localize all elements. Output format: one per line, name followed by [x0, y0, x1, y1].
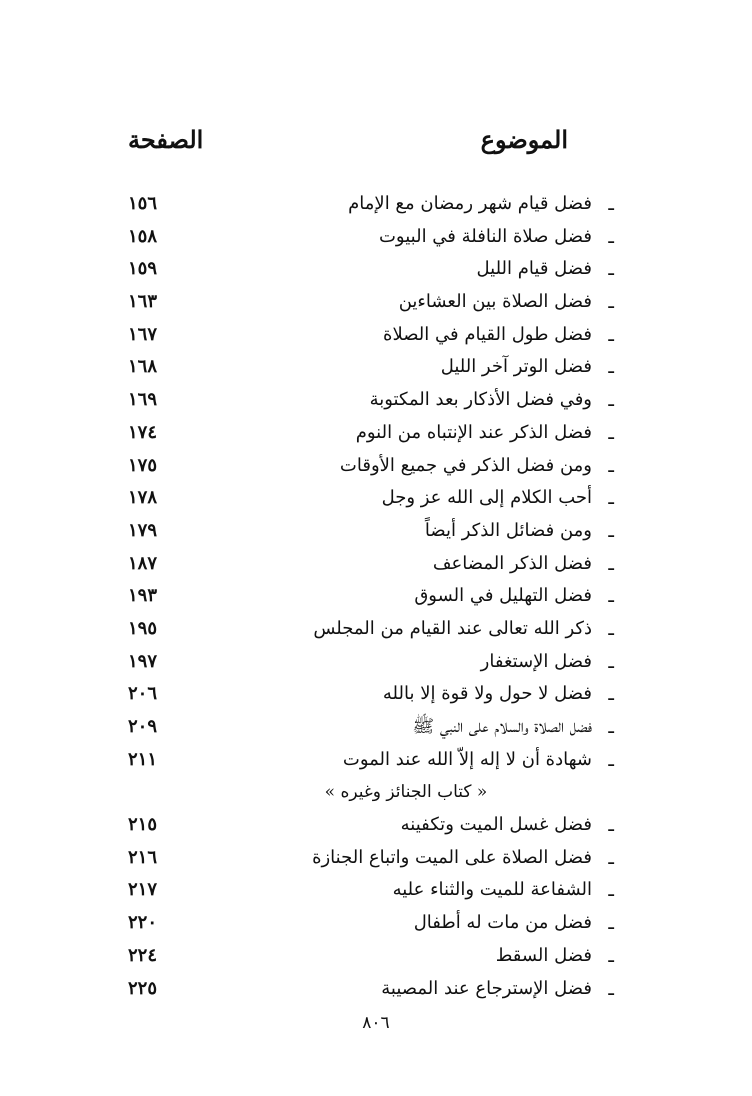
entry-topic: فضل غسل الميت وتكفينه — [400, 814, 592, 836]
entry-dash: ـ — [608, 323, 614, 346]
entry-dash: ـ — [608, 258, 614, 281]
entry-topic: فضل قيام الليل — [476, 258, 592, 280]
entry-page-number: ٢٠٩ — [128, 716, 158, 737]
entry-dash: ـ — [608, 846, 614, 869]
entry-page-number: ١٦٧ — [128, 323, 158, 345]
entry-page-number: ٢١٦ — [128, 846, 158, 868]
entry-page-number: ٢٢٠ — [128, 912, 158, 934]
page-number: ٨٠٦ — [362, 1013, 390, 1033]
index-entry — [0, 188, 752, 221]
entry-page-number: ٢٢٥ — [128, 977, 158, 999]
entry-page-number: ٢٠٦ — [128, 683, 158, 705]
entry-topic: فضل الوتر آخر الليل — [440, 356, 592, 378]
entry-topic: فضل طول القيام في الصلاة — [383, 323, 592, 345]
entry-page-number: ١٧٤ — [128, 421, 158, 443]
entry-dash: ـ — [608, 356, 614, 379]
entry-dash: ـ — [608, 291, 614, 314]
entry-dash: ـ — [608, 748, 614, 771]
entry-topic: وفي فضل الأذكار بعد المكتوبة — [369, 389, 592, 411]
index-entry — [0, 907, 752, 940]
index-entry — [0, 940, 752, 973]
entry-topic: فضل قيام شهر رمضان مع الإمام — [348, 193, 592, 214]
index-entry — [0, 319, 752, 352]
entry-page-number: ١٩٥ — [128, 617, 158, 639]
entry-dash: ـ — [608, 617, 614, 640]
index-list — [0, 188, 752, 1005]
index-entry — [0, 286, 752, 319]
index-entry — [0, 482, 752, 515]
entry-topic: فضل صلاة النافلة في البيوت — [378, 225, 592, 247]
entry-page-number: ١٥٦ — [128, 193, 158, 214]
entry-page-number: ١٩٧ — [128, 650, 158, 672]
entry-topic: فضل من مات له أطفال — [413, 912, 592, 934]
section-heading: « كتاب الجنائز وغيره » — [324, 782, 488, 803]
entry-dash: ـ — [608, 944, 614, 967]
entry-page-number: ٢١٥ — [128, 814, 158, 836]
entry-dash: ـ — [608, 650, 614, 673]
entry-dash: ـ — [608, 389, 614, 412]
entry-topic: فضل التهليل في السوق — [414, 585, 592, 607]
entry-topic: ومن فضائل الذكر أيضاً — [424, 519, 592, 541]
index-entry — [0, 973, 752, 1006]
entry-topic: فضل السقط — [495, 944, 592, 966]
index-entry — [0, 678, 752, 711]
section-heading-row — [0, 776, 752, 809]
entry-page-number: ٢٢٤ — [128, 944, 158, 966]
entry-dash: ـ — [608, 454, 614, 477]
index-entry — [0, 744, 752, 777]
entry-page-number: ٢١٧ — [128, 879, 158, 901]
topic-column-header: الموضوع — [480, 125, 568, 154]
entry-dash: ـ — [608, 225, 614, 248]
index-entry — [0, 580, 752, 613]
entry-dash: ـ — [608, 421, 614, 444]
entry-dash: ـ — [608, 814, 614, 837]
index-entry — [0, 646, 752, 679]
entry-topic: ذكر الله تعالى عند القيام من المجلس — [313, 617, 592, 639]
entry-page-number: ١٦٨ — [128, 356, 158, 378]
entry-topic: فضل الإستغفار — [480, 650, 592, 672]
entry-page-number: ١٦٩ — [128, 389, 158, 411]
entry-page-number: ١٧٥ — [128, 454, 158, 476]
entry-page-number: ١٦٣ — [128, 291, 158, 313]
entry-page-number: ١٧٨ — [128, 487, 158, 509]
entry-dash: ـ — [608, 977, 614, 1000]
index-entry — [0, 515, 752, 548]
entry-page-number: ١٨٧ — [128, 552, 158, 574]
index-entry — [0, 417, 752, 450]
entry-page-number: ١٥٩ — [128, 258, 158, 280]
entry-page-number: ١٧٩ — [128, 519, 158, 541]
entry-dash: ـ — [608, 487, 614, 510]
index-entry — [0, 450, 752, 483]
index-entry — [0, 253, 752, 286]
page-column-header: الصفحة — [128, 125, 204, 154]
entry-dash: ـ — [608, 552, 614, 575]
index-entry — [0, 351, 752, 384]
entry-topic: فضل الذكر عند الإنتباه من النوم — [355, 421, 592, 443]
entry-dash: ـ — [608, 683, 614, 706]
index-entry — [0, 384, 752, 417]
index-entry — [0, 548, 752, 581]
entry-topic: فضل الذكر المضاعف — [432, 552, 592, 574]
entry-page-number: ٢١١ — [128, 748, 158, 770]
index-entry — [0, 221, 752, 254]
index-entry — [0, 711, 752, 744]
index-entry — [0, 613, 752, 646]
entry-page-number: ١٥٨ — [128, 225, 158, 247]
index-entry — [0, 809, 752, 842]
entry-dash: ـ — [608, 912, 614, 935]
entry-topic: الشفاعة للميت والثناء عليه — [392, 879, 592, 901]
entry-dash: ـ — [608, 585, 614, 608]
entry-topic: فضل الإسترجاع عند المصيبة — [381, 977, 592, 999]
entry-dash: ـ — [608, 716, 614, 738]
index-entry — [0, 842, 752, 875]
entry-dash: ـ — [608, 519, 614, 542]
entry-dash: ـ — [608, 193, 614, 215]
index-entry — [0, 874, 752, 907]
entry-topic: فضل الصلاة بين العشاءين — [398, 291, 592, 313]
entry-topic: أحب الكلام إلى الله عز وجل — [381, 487, 592, 509]
entry-topic: فضل الصلاة والسلام على النبي ﷺ — [412, 716, 592, 737]
entry-topic: فضل لا حول ولا قوة إلا بالله — [382, 683, 592, 705]
entry-topic: فضل الصلاة على الميت واتباع الجنازة — [312, 846, 592, 868]
entry-page-number: ١٩٣ — [128, 585, 158, 607]
entry-topic: شهادة أن لا إله إلاّ الله عند الموت — [342, 748, 592, 770]
entry-dash: ـ — [608, 879, 614, 902]
entry-topic: ومن فضل الذكر في جميع الأوقات — [339, 454, 592, 476]
